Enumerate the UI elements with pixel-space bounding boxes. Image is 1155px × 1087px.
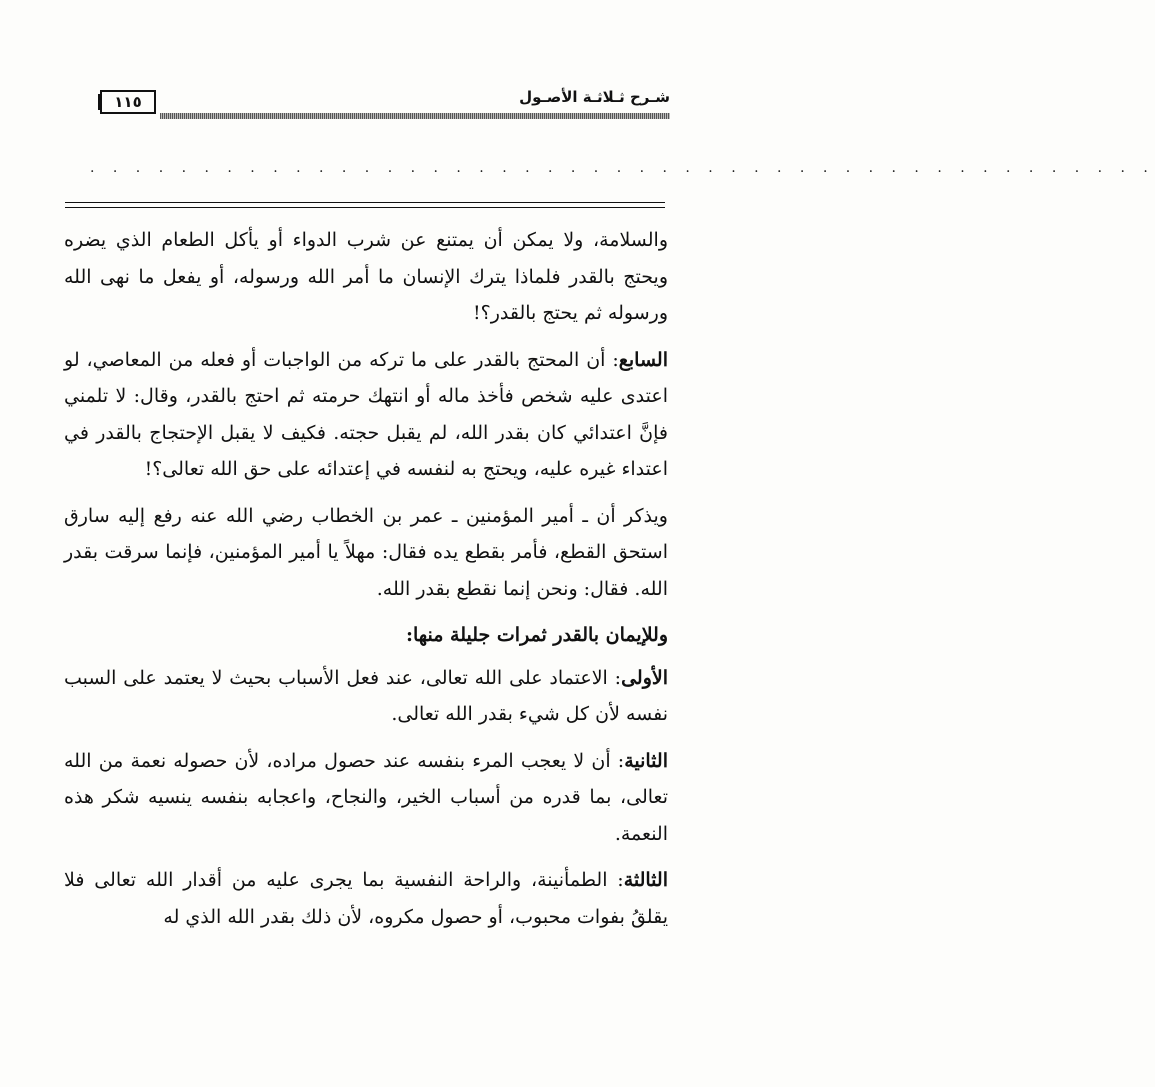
running-title: شـرح ثـلاثـة الأصـول [519, 88, 670, 106]
section-heading: وللإيمان بالقدر ثمرات جليلة منها: [405, 624, 668, 646]
paragraph-text: والسلامة، ولا يمكن أن يمتنع عن شرب الدواء أو يأكل الطعام الذي يضره ويحتج بالقدر فلماذا يترك الإنسان ما أمر الله ورسوله، أو يفعل ما نهى الله ورسوله ثم يحتج بالقدر؟! [64, 229, 668, 324]
paragraph-text: : أن لا يعجب المرء بنفسه عند حصول مراده، لأن حصوله نعمة من الله تعالى، بما قدره من أسباب الخير، والنجاح، واعجابه بنفسه ينسيه شكر هذه النعمة. [64, 749, 668, 845]
paragraph-second [64, 743, 668, 853]
header-rule [160, 113, 670, 119]
page-header [100, 88, 670, 122]
body-text [64, 222, 668, 945]
double-rule-top [65, 202, 665, 203]
paragraph-1 [64, 222, 668, 332]
paragraph-text: : الاعتماد على الله تعالى، عند فعل الأسباب بحيث لا يعتمد على السبب نفسه لأن كل شيء بقدر الله تعالى. [64, 666, 668, 725]
paragraph-lead: السابع [618, 348, 668, 371]
paragraph-lead: الثانية [624, 749, 668, 772]
separator-dots: . . . . . . . . . . . . . . . . . . . . . . . . . . . . . . . . . . . . . . . . . . . . . . . [90, 160, 1155, 176]
double-rule-bottom [65, 207, 665, 208]
paragraph-text: : أن المحتج بالقدر على ما تركه من الواجبات أو فعله من المعاصي، لو اعتدى عليه شخص فأخذ ماله أو انتهك حرمته ثم احتج بالقدر، وقال: لا تلمني فإنَّ اعتدائي كان بقدر الله، لم يقبل حجته. فكيف لا يقبل الإحتجاج بالقدر في اعتداء غيره عليه، ويحتج به لنفسه في إعتدائه على حق الله تعالى؟! [64, 348, 668, 480]
paragraph-third [64, 862, 668, 935]
page-number: ١١٥ [100, 90, 156, 114]
paragraph-text: : الطمأنينة، والراحة النفسية بما يجرى عليه من أقدار الله تعالى فلا يقلقُ بفوات محبوب، أو حصول مكروه، لأن ذلك بقدر الله الذي له [64, 869, 668, 928]
paragraph-story [64, 498, 668, 608]
paragraph-seventh [64, 342, 668, 488]
paragraph-first [64, 660, 668, 733]
paragraph-lead: الأولى [621, 666, 668, 689]
paragraph-lead: الثالثة [623, 869, 668, 891]
paragraph-text: ويذكر أن ـ أمير المؤمنين ـ عمر بن الخطاب رضي الله عنه رفع إليه سارق استحق القطع، فأمر بقطع يده فقال: مهلاً يا أمير المؤمنين، فإنما سرقت بقدر الله. فقال: ونحن إنما نقطع بقدر الله. [64, 504, 668, 600]
